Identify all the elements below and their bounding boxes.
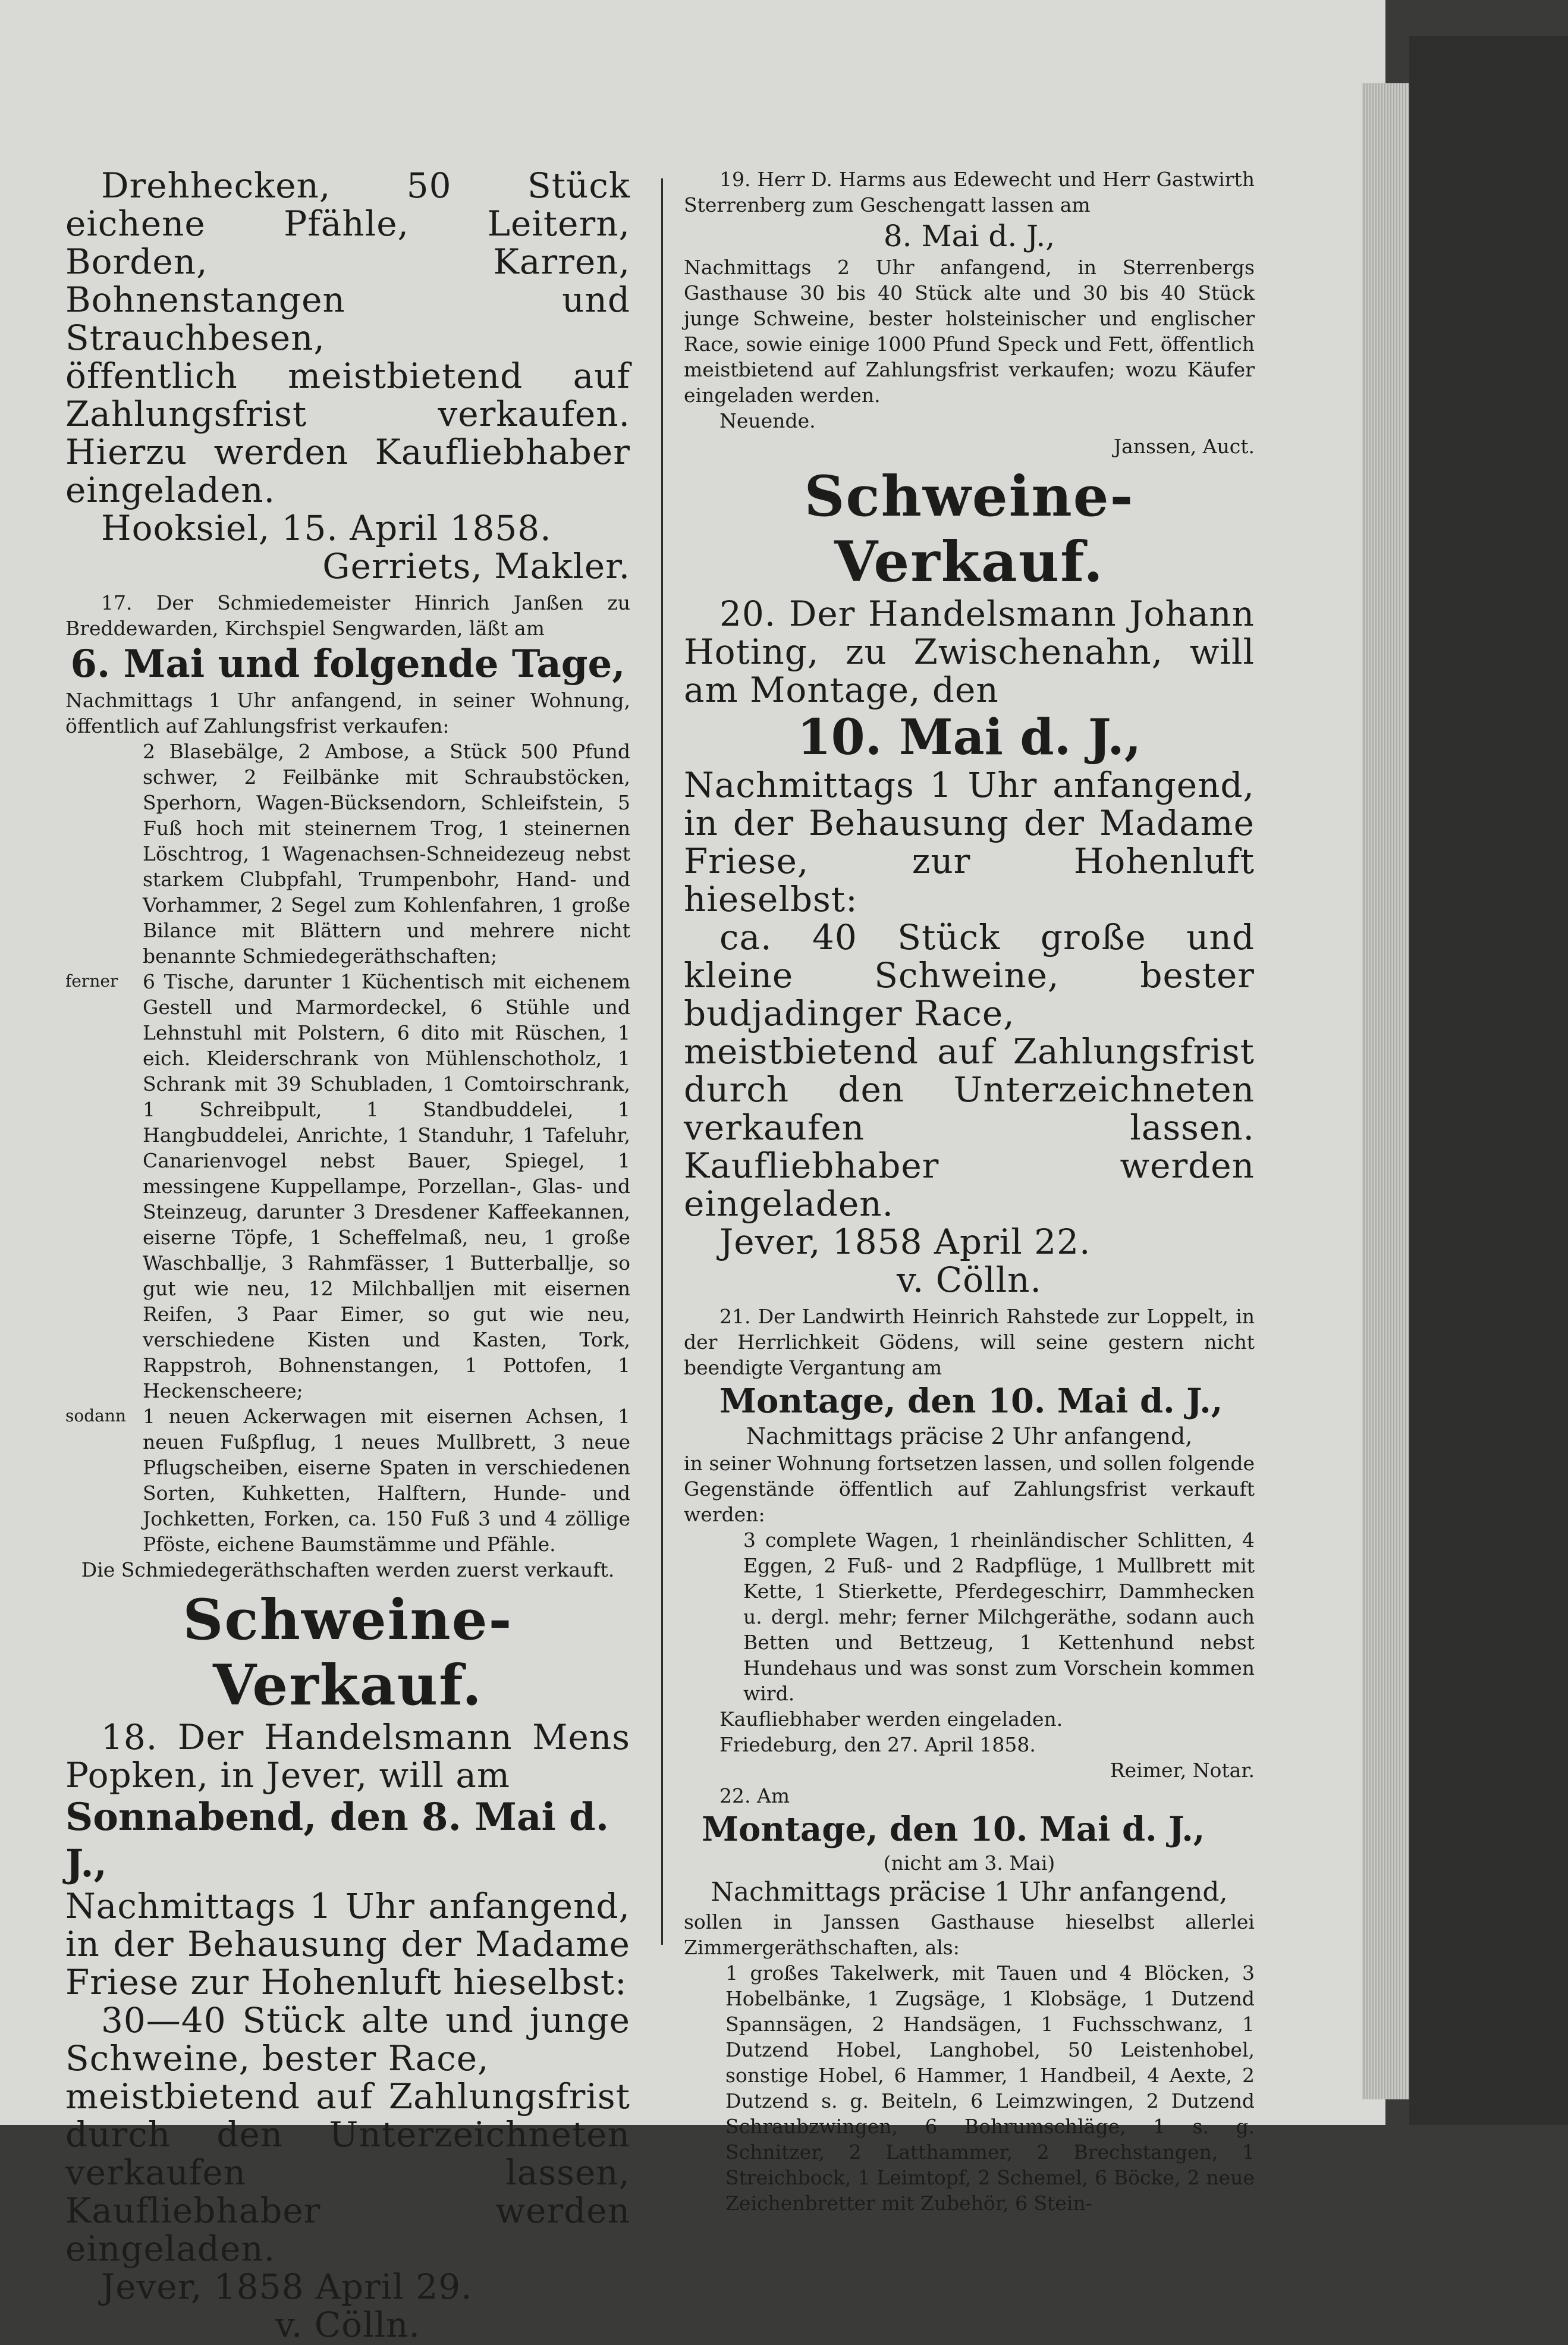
ad17-date: 6. Mai und folgende Tage,	[70, 642, 626, 686]
ad17-text: Nachmittags 1 Uhr anfangend, in seiner Wohnung, öffentlich auf Zahlungsfrist verkaufen:	[65, 689, 630, 737]
book-cover-side	[1409, 36, 1568, 2125]
ad22-parenthetical: (nicht am 3. Mai)	[883, 1851, 1055, 1875]
ad18-intro: 18. Der Handelsmann Mens Popken, in Jever, will am	[65, 1717, 630, 1795]
ad20-place: Jever, 1858 April 22.	[719, 1222, 1091, 1262]
ad17-intro: 17. Der Schmiedemeister Hinrich Janßen zu Breddewarden, Kirchspiel Sengwarden, läßt am	[65, 591, 630, 640]
ad17-items-1: 2 Blasebälge, 2 Ambose, a Stück 500 Pfund schwer, 2 Feilbänke mit Schraubstöcken, Sperhorn, Wagen-Bücksendorn, Schleifstein, 5 Fuß hoch mit steinernem Trog, 1 steinernen Löschtrog, 1 Wagenachsen-Schneidezeug nebst starkem Clubpfahl, Trumpenbohr, Hand- und Vorhammer, 2 Segel zum Kohlenfahren, 1 große Bilance mit Blättern und mehrere nicht benannte Schmiedegeräthschaften;	[143, 740, 630, 968]
ad18-place: Jever, 1858 April 29.	[101, 2266, 473, 2307]
ad19-text: Nachmittags 2 Uhr anfangend, in Sterrenbergs Gasthause 30 bis 40 Stück alte und 30 bis 40 Stück junge Schweine, bester holsteinischer und englischer Race, sowie einige 1000 Pfund Speck und Fett, öffentlich meistbietend auf Zahlungsfrist verkaufen; wozu Käufer eingeladen werden.	[684, 256, 1255, 407]
ad21-place: Friedeburg, den 27. April 1858.	[719, 1733, 1036, 1756]
ad18-goods: 30—40 Stück alte und junge Schweine, bester Race,	[65, 2000, 630, 2079]
ad19-place: Neuende.	[719, 409, 816, 432]
ad20-text: Nachmittags 1 Uhr anfangend, in der Behausung der Madame Friese, zur Hohenluft hieselbst:	[684, 765, 1255, 919]
ad20-intro: 20. Der Handelsmann Johann Hoting, zu Zwischenahn, will am Montage, den	[684, 594, 1255, 710]
page-edges	[1362, 83, 1409, 2099]
ad21-intro: 21. Der Landwirth Heinrich Rahstede zur Loppelt, in der Herrlichkeit Gödens, will seine gestern nicht beendigte Vergantung am	[684, 1305, 1255, 1379]
ad17-note: Die Schmiedegeräthschaften werden zuerst verkauft.	[81, 1558, 615, 1581]
ad18-text-2: meistbietend auf Zahlungsfrist durch den Unterzeichneten verkaufen lassen, Kaufliebhaber werden eingeladen.	[65, 2076, 630, 2269]
column-divider	[661, 178, 663, 1945]
ad20-goods: ca. 40 Stück große und kleine Schweine, bester budjadinger Race,	[684, 917, 1255, 1034]
ad21-text: in seiner Wohnung fortsetzen lassen, und sollen folgende Gegenstände öffentlich auf Zahlungsfrist verkauft werden:	[684, 1452, 1255, 1526]
ad22-items: 1 großes Takelwerk, mit Tauen und 4 Blöcken, 3 Hobelbänke, 1 Zugsäge, 1 Klobsäge, 1 Dutzend Spannsägen, 2 Handsägen, 1 Fuchsschwanz, 1 Dutzend Hobel, Langhobel, 50 Leistenhobel, sonstige Hobel, 6 Hammer, 1 Handbeil, 4 Aexte, 2 Dutzend s. g. Beiteln, 6 Leimzwingen, 2 Dutzend Schraubzwingen, 6 Bohrumschläge, 1 s. g. Schnitzer, 2 Latthammer, 2 Brechstangen, 1 Streichbock, 1 Leimtopf, 2 Schemel, 6 Böcke, 2 neue Zeichenbretter mit Zubehör, 6 Stein-	[725, 1961, 1255, 2215]
ad18-text: Nachmittags 1 Uhr anfangend, in der Behausung der Madame Friese zur Hohenluft hieselbst:	[65, 1886, 630, 2002]
ad20-text-2: meistbietend auf Zahlungsfrist durch den Unterzeichneten verkaufen lassen. Kaufliebhaber werden eingeladen.	[684, 1031, 1255, 1224]
ad19-intro: 19. Herr D. Harms aus Edewecht und Herr Gastwirth Sterrenberg zum Geschengatt lassen am	[684, 168, 1255, 216]
ad17-block-3	[65, 1404, 630, 1557]
ad17-block-2	[65, 969, 630, 1404]
intro-text: Drehhecken, 50 Stück eichene Pfähle, Leitern, Borden, Karren, Bohnenstangen und Strauchbesen,	[65, 165, 630, 358]
ad19-date: 8. Mai d. J.,	[883, 219, 1055, 253]
ad17-items-2: 6 Tische, darunter 1 Küchentisch mit eichenem Gestell und Marmordeckel, 6 Stühle und Lehnstuhl mit Polstern, 6 dito mit Rüschen, 1 eich. Kleiderschrank von Mühlenschotholz, 1 Schrank mit 39 Schubladen, 1 Comtoirschrank, 1 Schreibpult, 1 Standbuddelei, 1 Hangbuddelei, Anrichte, 1 Standuhr, 1 Tafeluhr, Canarienvogel nebst Bauer, Spiegel, 1 messingene Kuppellampe, Porzellan-, Glas- und Steinzeug, darunter 3 Dresdener Kaffeekannen, eiserne Töpfe, 1 Scheffelmaß, neu, 1 große Waschballje, 3 Rahmfässer, 1 Butterballje, so gut wie neu, 12 Milchballjen mit eisernen Reifen, 3 Paar Eimer, so gut wie neu, verschiedene Kisten und Kasten, Tork, Rappstroh, Bohnenstangen, 1 Pottofen, 1 Heckenscheere;	[143, 970, 630, 1402]
intro-text-2: öffentlich meistbietend auf Zahlungsfrist verkaufen. Hierzu werden Kaufliebhaber eingeladen.	[65, 356, 630, 510]
ad21-time: Nachmittags präcise 2 Uhr anfangend,	[746, 1423, 1193, 1449]
right-column	[684, 167, 1255, 2216]
left-column	[65, 167, 630, 2344]
ad20-date: 10. Mai d. J.,	[797, 709, 1142, 766]
ad22-text: sollen in Janssen Gasthause hieselbst allerlei Zimmergeräthschaften, als:	[684, 1910, 1255, 1959]
ad17-label-sodann: sodann	[65, 1406, 126, 1426]
ad22-time: Nachmittags präcise 1 Uhr anfangend,	[711, 1877, 1228, 1907]
ad17-items-3: 1 neuen Ackerwagen mit eisernen Achsen, 1 neuen Fußpflug, 1 neues Mullbrett, 3 neue Pflugscheiben, eiserne Spaten in verschiedenen Sorten, Kuhketten, Halftern, Hunde- und Jochketten, Forken, ca. 150 Fuß 3 und 4 zöllige Pföste, eichene Baumstämme und Pfähle.	[143, 1405, 630, 1556]
ad18-signature: v. Cölln.	[275, 2305, 420, 2345]
ad20-headline: Schweine-Verkauf.	[804, 464, 1135, 595]
place-date: Hooksiel, 15. April 1858.	[101, 508, 552, 548]
ad18-date: Sonnabend, den 8. Mai d. J.,	[65, 1795, 609, 1886]
ad18-headline: Schweine-Verkauf.	[183, 1587, 513, 1718]
ad21-signature: Reimer, Notar.	[1110, 1759, 1255, 1782]
ad21-note: Kaufliebhaber werden eingeladen.	[719, 1707, 1063, 1731]
ad21-items: 3 complete Wagen, 1 rheinländischer Schlitten, 4 Eggen, 2 Fuß- und 2 Radpflüge, 1 Mullbrett mit Kette, 1 Stierkette, Pferdegeschirr, Dammhecken u. dergl. mehr; ferner Milchgeräthe, sodann auch Betten und Bettzeug, 1 Kettenhund nebst Hundehaus und was sonst zum Vorschein kommen wird.	[743, 1528, 1255, 1705]
ad20-signature: v. Cölln.	[897, 1260, 1042, 1300]
ad21-date: Montage, den 10. Mai d. J.,	[719, 1382, 1223, 1421]
ad22-date: Montage, den 10. Mai d. J.,	[702, 1810, 1205, 1849]
ad17-label-ferner: ferner	[65, 971, 118, 991]
signature: Gerriets, Makler.	[322, 546, 630, 586]
ad19-signature: Janssen, Auct.	[1113, 435, 1255, 458]
ad22-intro: 22. Am	[719, 1784, 790, 1807]
